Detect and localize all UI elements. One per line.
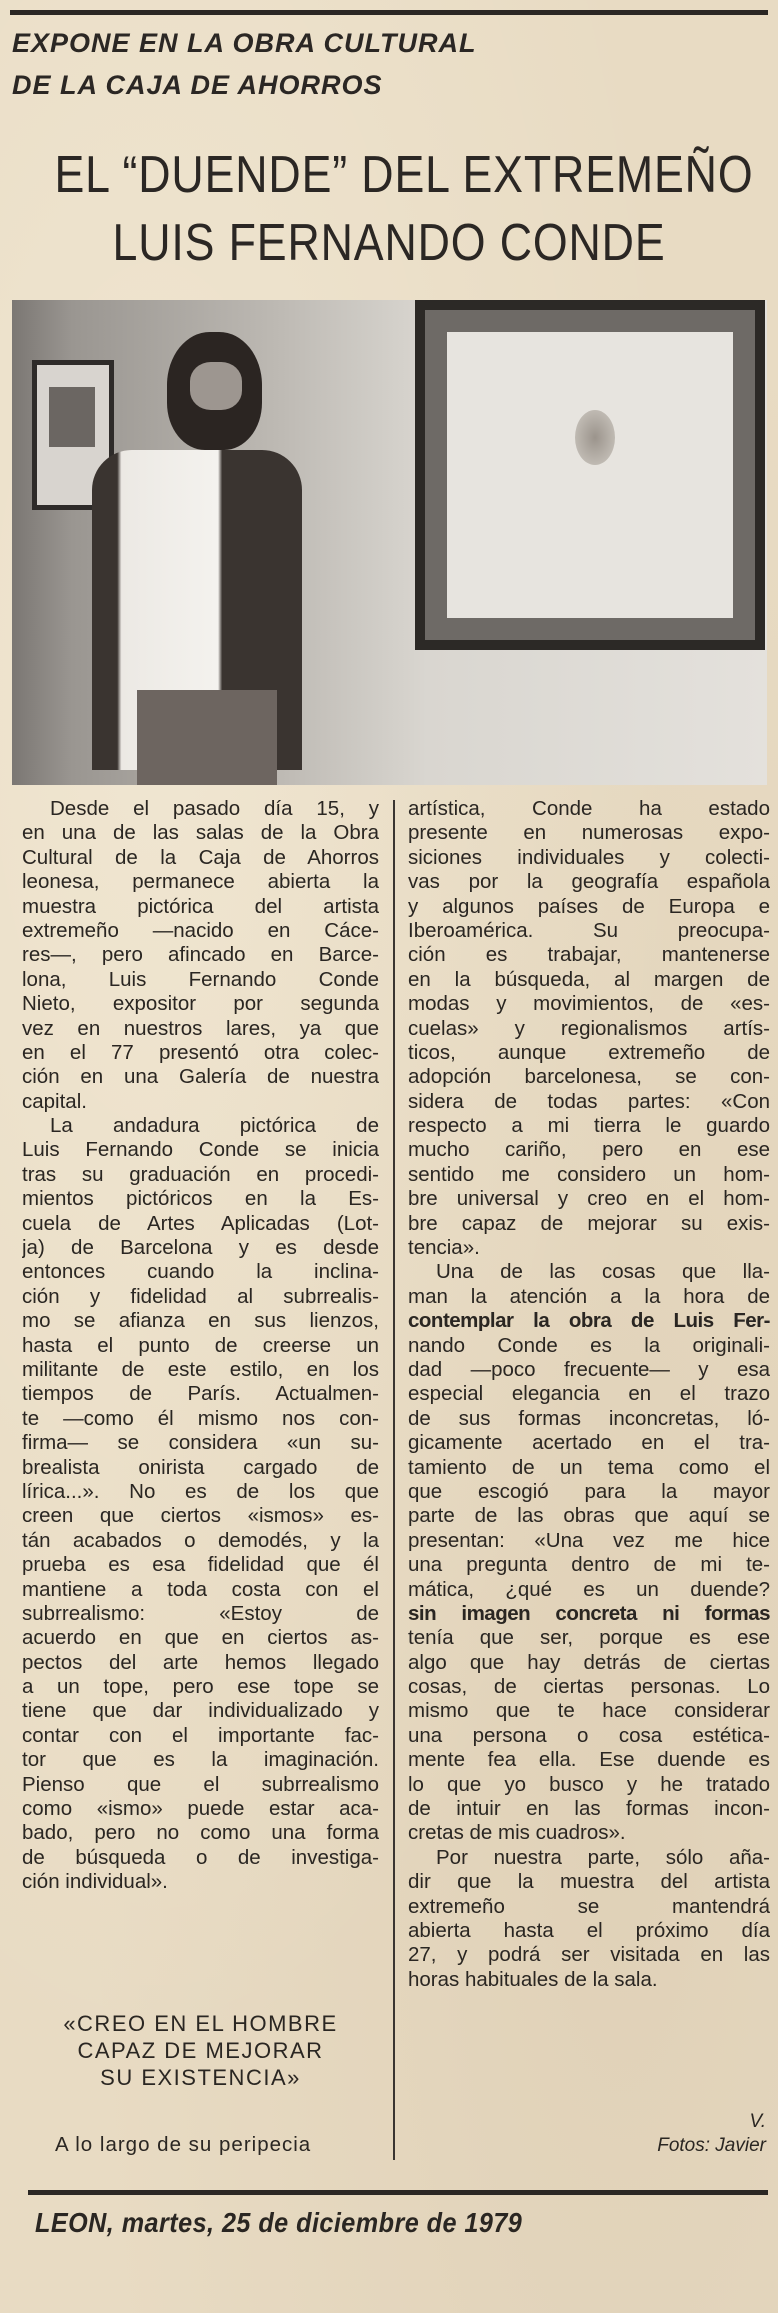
text-line: Pienso que el subrrealismo: [22, 1772, 379, 1796]
text-line: ción es trabajar, mantenerse: [408, 943, 770, 967]
text-line: gicamente acertado en el tra-: [408, 1431, 770, 1455]
text-line: Iberoamérica. Su preocupa-: [408, 918, 770, 942]
text-line: acuerdo en que en ciertos as-: [22, 1626, 379, 1650]
text-line: ja) de Barcelona y es desde: [22, 1236, 379, 1260]
right-column: [408, 797, 770, 1992]
text-line: de sus formas inconcretas, ló-: [408, 1406, 770, 1430]
text-line: ción en una Galería de nuestra: [22, 1065, 379, 1089]
text-line: tras su graduación en procedi-: [22, 1162, 379, 1186]
text-line: Por nuestra parte, sólo aña-: [436, 1845, 770, 1869]
text-line: una pregunta dentro de mi te-: [408, 1553, 770, 1577]
pull-quote: [22, 2010, 379, 2091]
text-line: tenía que ser, porque es ese: [408, 1626, 770, 1650]
artist-legs: [137, 690, 277, 785]
text-line: cretas de mis cuadros».: [408, 1821, 626, 1845]
text-line: ción y fidelidad al subrrealis-: [22, 1284, 379, 1308]
text-line: respecto a mi tierra le guardo: [408, 1114, 770, 1138]
text-line: te —como él mismo nos con-: [22, 1406, 379, 1430]
text-line: y algunos países de Europa e: [408, 894, 770, 918]
text-line: mucho cariño, pero en ese: [408, 1138, 770, 1162]
text-line: subrrealismo: «Estoy de: [22, 1601, 379, 1625]
text-line: leonesa, permanece abierta la: [22, 870, 379, 894]
text-line: presente en numerosas expo-: [408, 821, 770, 845]
text-line: ticos, aunque extremeño de: [408, 1040, 770, 1064]
kicker-line-2: DE LA CAJA DE AHORROS: [12, 70, 383, 100]
paragraph: [22, 1114, 379, 1895]
text-line: 27, y podrá ser visitada en las: [408, 1943, 770, 1967]
text-line: firma— se considera «un su-: [22, 1431, 379, 1455]
paragraph: [408, 1846, 770, 1992]
text-line: tor que es la imaginación.: [22, 1748, 379, 1772]
text-line: pectos del arte hemos llegado: [22, 1650, 379, 1674]
headline-line-1: EL “DUENDE” DEL EXTREMEÑO: [54, 146, 754, 204]
article-photo: [12, 300, 767, 785]
text-line: capital.: [22, 1089, 87, 1113]
paragraph: [22, 797, 379, 1114]
text-line: en el 77 presentó otra colec-: [22, 1040, 379, 1064]
text-line: sidera de todas partes: «Con: [408, 1089, 770, 1113]
text-line: bado, pero no como una forma: [22, 1821, 379, 1845]
headline-line-2: LUIS FERNANDO CONDE: [112, 214, 666, 272]
text-line: una persona o cosa estética-: [408, 1723, 770, 1747]
text-line: Una de las cosas que lla-: [436, 1260, 770, 1284]
text-line: hasta el punto de creerse un: [22, 1333, 379, 1357]
text-line: bre capaz de mejorar su exis-: [408, 1211, 770, 1235]
text-line: cosas, de ciertas personas. Lo: [408, 1675, 770, 1699]
text-line: mo se afianza en sus lienzos,: [22, 1309, 379, 1333]
text-line: tiempos de París. Actualmen-: [22, 1382, 379, 1406]
text-line: tencia».: [408, 1236, 480, 1260]
text-line: parte de las obras que aquí se: [408, 1504, 770, 1528]
text-line: Cultural de la Caja de Ahorros: [22, 845, 379, 869]
column-divider: [393, 800, 395, 2160]
text-line: ción individual».: [22, 1870, 168, 1894]
text-line: sentido me considero un hom-: [408, 1162, 770, 1186]
byline: [657, 2110, 766, 2158]
text-line: dad —poco frecuente— y esa: [408, 1357, 770, 1381]
text-line: adopción barcelonesa, se con-: [408, 1065, 770, 1089]
text-line: tamiento de un tema como el: [408, 1455, 770, 1479]
pull-quote-line: CAPAZ DE MEJORAR: [77, 2038, 324, 2063]
text-line: res—, pero afincado en Barce-: [22, 943, 379, 967]
text-line: Nieto, expositor por segunda: [22, 992, 379, 1016]
text-line: lona, Luis Fernando Conde: [22, 967, 379, 991]
text-line: muestra pictórica del artista: [22, 894, 379, 918]
pull-quote-line: «CREO EN EL HOMBRE: [63, 2011, 338, 2036]
text-line: contemplar la obra de Luis Fer-: [408, 1309, 770, 1333]
text-line: siciones individuales y colecti-: [408, 845, 770, 869]
text-line: man la atención a la hora de: [408, 1284, 770, 1308]
text-line: Luis Fernando Conde se inicia: [22, 1138, 379, 1162]
text-line: algo que hay detrás de ciertas: [408, 1650, 770, 1674]
text-line: militante de este estilo, en los: [22, 1357, 379, 1381]
text-line: lírica...». No es de los que: [22, 1479, 379, 1503]
text-line: brealista onirista cargado de: [22, 1455, 379, 1479]
text-line: mantiene a toda costa con el: [22, 1577, 379, 1601]
text-line: en la búsqueda, al margen de: [408, 967, 770, 991]
text-line: a un tope, pero ese tope se: [22, 1675, 379, 1699]
text-line: presentan: «Una vez me hice: [408, 1528, 770, 1552]
text-line: modas y movimientos, de «es-: [408, 992, 770, 1016]
text-line: como «ismo» puede estar aca-: [22, 1797, 379, 1821]
continuation-text: A lo largo de su peripecia: [55, 2133, 312, 2156]
text-line: entonces cuando la inclina-: [22, 1260, 379, 1284]
text-line: cuelas» y regionalismos artís-: [408, 1016, 770, 1040]
kicker-line-1: EXPONE EN LA OBRA CULTURAL: [12, 28, 477, 58]
text-line: nando Conde es la originali-: [408, 1333, 770, 1357]
text-line: vez en nuestros lares, ya que: [22, 1016, 379, 1040]
paragraph: [408, 1260, 770, 1845]
text-line: sin imagen concreta ni formas: [408, 1601, 770, 1625]
text-line: cuela de Artes Aplicadas (Lot-: [22, 1211, 379, 1235]
text-line: lo que yo busco y he tratado: [408, 1772, 770, 1796]
author-initial: V.: [749, 2111, 766, 2132]
text-line: Desde el pasado día 15, y: [50, 797, 379, 820]
text-line: prueba es esa fidelidad que él: [22, 1553, 379, 1577]
text-line: mente fea ella. Ese duende es: [408, 1748, 770, 1772]
text-line: contar con el importante fac-: [22, 1723, 379, 1747]
text-line: mismo que te hace considerar: [408, 1699, 770, 1723]
text-line: extremeño se mantendrá: [408, 1894, 770, 1918]
photo-credit: Fotos: Javier: [657, 2135, 766, 2156]
text-line: creen que ciertos «ismos» es-: [22, 1504, 379, 1528]
pull-quote-line: SU EXISTENCIA»: [100, 2065, 301, 2090]
text-line: bre universal y creo en el hom-: [408, 1187, 770, 1211]
text-line: mientos pictóricos en la Es-: [22, 1187, 379, 1211]
dateline: LEON, martes, 25 de diciembre de 1979: [35, 2207, 523, 2238]
text-line: La andadura pictórica de: [50, 1114, 379, 1138]
text-line: horas habituales de la sala.: [408, 1967, 658, 1991]
text-line: en una de las salas de la Obra: [22, 821, 379, 845]
text-line: tiene que dar individualizado y: [22, 1699, 379, 1723]
bottom-rule: [28, 2190, 768, 2195]
text-line: tán acabados o demodés, y la: [22, 1528, 379, 1552]
text-line: que escogió para la mayor: [408, 1479, 770, 1503]
text-line: extremeño —nacido en Cáce-: [22, 918, 379, 942]
artist-face: [190, 362, 242, 410]
top-rule: [10, 10, 768, 15]
text-line: vas por la geografía española: [408, 870, 770, 894]
text-line: dir que la muestra del artista: [408, 1870, 770, 1894]
framed-painting: [415, 300, 765, 650]
left-column: [22, 797, 379, 1895]
text-line: de intuir en las formas incon-: [408, 1797, 770, 1821]
text-line: abierta hasta el próximo día: [408, 1918, 770, 1942]
text-line: artística, Conde ha estado: [408, 797, 770, 820]
text-line: de búsqueda o de investiga-: [22, 1845, 379, 1869]
text-line: mática, ¿qué es un duende?: [408, 1577, 770, 1601]
text-line: especial elegancia en el trazo: [408, 1382, 770, 1406]
paragraph: [408, 797, 770, 1260]
